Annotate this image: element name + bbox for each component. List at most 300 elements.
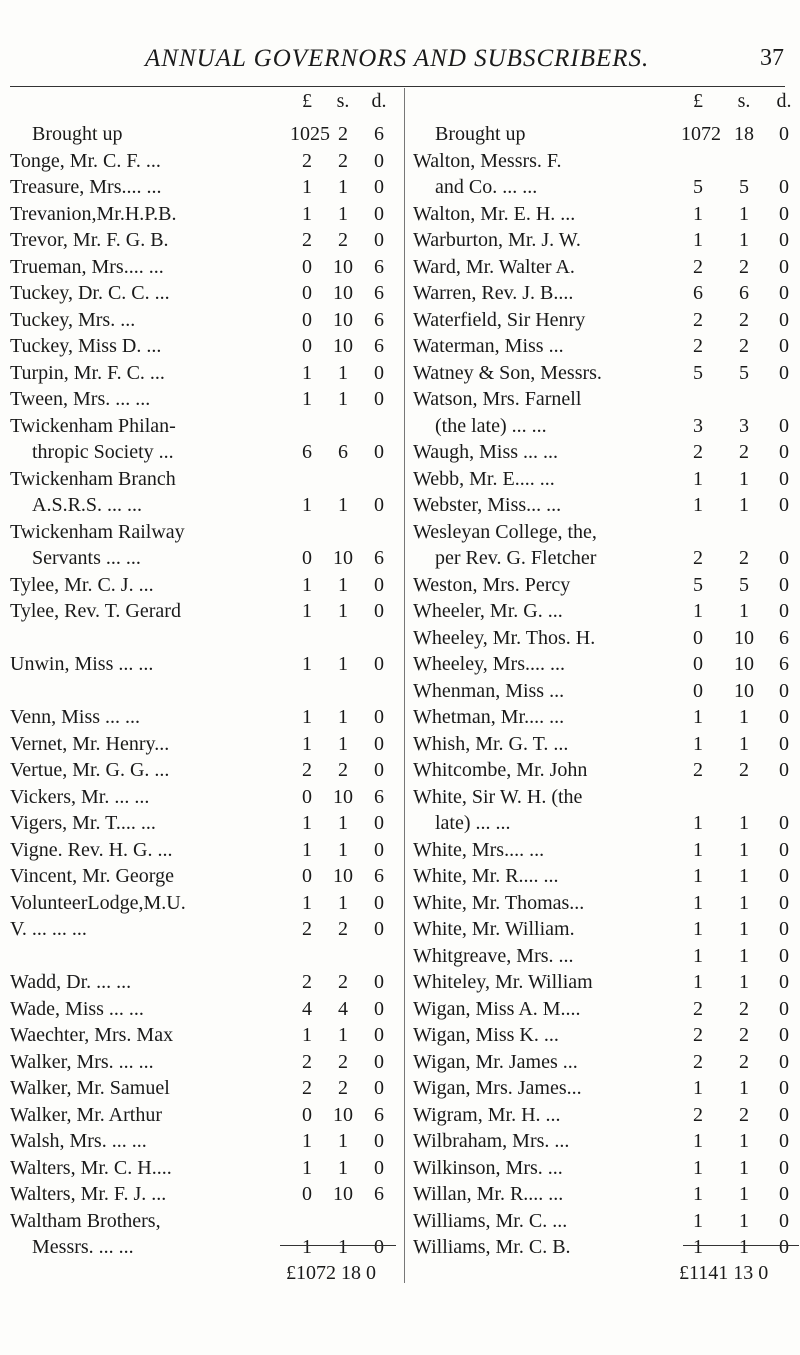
entry-pence: 0 — [374, 653, 384, 675]
entry-name: Trueman, Mrs.... ... — [10, 255, 164, 278]
entry-row — [10, 650, 400, 678]
entry-name: Weston, Mrs. Percy — [413, 573, 571, 596]
entry-shillings: 2 — [338, 1050, 348, 1073]
entry-pounds: 0 — [693, 653, 703, 675]
entry-pence: 0 — [779, 467, 789, 490]
entry-name: White, Mr. William. — [413, 918, 575, 940]
entry-name: Waterman, Miss ... — [413, 335, 564, 357]
entry-name: Webb, Mr. E.... ... — [413, 467, 555, 490]
entry-name: Turpin, Mr. F. C. ... — [10, 361, 165, 384]
entry-pounds: 1 — [302, 1130, 312, 1152]
entry-pounds: 1 — [302, 812, 312, 834]
entry-pence: 6 — [374, 785, 384, 808]
entry-pence: 0 — [779, 202, 789, 225]
entry-name: Wilbraham, Mrs. ... — [413, 1130, 570, 1152]
entry-pence: 0 — [779, 335, 789, 357]
entry-name: Walker, Mr. Arthur — [10, 1103, 163, 1126]
pence-head: d. — [371, 90, 387, 112]
page-number: 37 — [760, 45, 784, 71]
entry-pounds: 1 — [693, 944, 703, 967]
entry-pence: 0 — [779, 971, 789, 993]
entry-pence: 0 — [374, 202, 384, 225]
entry-pounds: 1 — [302, 653, 312, 675]
entry-pence: 0 — [779, 1183, 789, 1205]
entry-pence: 0 — [374, 812, 384, 834]
entry-name: Ward, Mr. Walter A. — [413, 255, 575, 278]
entry-shillings: 1 — [739, 600, 749, 622]
entry-pounds: 1 — [693, 812, 703, 834]
entry-pounds: 2 — [693, 1050, 703, 1073]
entry-pence: 0 — [374, 229, 384, 251]
entry-pence: 0 — [779, 176, 789, 198]
entry-row — [413, 491, 800, 519]
entry-name: per Rev. G. Fletcher — [435, 547, 597, 569]
entry-shillings: 1 — [338, 1156, 348, 1179]
entry-pounds: 1 — [302, 494, 312, 516]
entry-pounds: 1 — [302, 1156, 312, 1179]
entry-name: and Co. ... ... — [435, 176, 538, 198]
entry-row — [413, 1127, 800, 1155]
entry-pounds: 0 — [302, 865, 312, 887]
entry-shillings: 10 — [333, 865, 353, 887]
entry-shillings: 1 — [338, 361, 348, 384]
entry-name: Brought up — [435, 123, 526, 145]
entry-shillings: 1 — [338, 388, 348, 410]
entry-shillings: 1 — [739, 706, 749, 728]
entry-shillings: 1 — [739, 944, 749, 967]
entry-name: Walton, Messrs. F. — [413, 149, 562, 172]
entry-pounds: 1072 — [681, 123, 721, 145]
entry-row — [10, 385, 400, 413]
entry-row — [10, 571, 400, 599]
entry-pounds: 0 — [302, 255, 312, 278]
entry-pence: 0 — [779, 494, 789, 516]
entry-name: Williams, Mr. C. ... — [413, 1209, 568, 1232]
entry-pence: 0 — [374, 971, 384, 993]
entry-pounds: 1 — [302, 361, 312, 384]
entry-shillings: 1 — [338, 1130, 348, 1152]
entry-row — [413, 1101, 800, 1129]
entry-shillings: 1 — [739, 1130, 749, 1152]
entry-row — [413, 1154, 800, 1182]
entry-pounds: 1 — [693, 229, 703, 251]
entry-row — [10, 544, 400, 572]
entry-pence: 0 — [374, 1077, 384, 1099]
entry-pence: 0 — [374, 388, 384, 410]
entry-pence: 0 — [374, 759, 384, 781]
entry-row — [413, 677, 800, 705]
entry-pounds: 1 — [302, 1236, 312, 1258]
entry-shillings: 2 — [338, 1077, 348, 1099]
entry-pounds: 1 — [693, 865, 703, 887]
entry-name: Wigan, Mrs. James... — [413, 1077, 582, 1099]
entry-pence: 0 — [374, 1050, 384, 1073]
entry-pence: 0 — [779, 1077, 789, 1099]
entry-pence: 6 — [374, 308, 384, 331]
entry-row — [10, 332, 400, 360]
entry-shillings: 10 — [333, 255, 353, 278]
entry-name: Walton, Mr. E. H. ... — [413, 202, 576, 225]
entry-row — [413, 120, 800, 148]
entry-row — [10, 1233, 400, 1261]
entry-row — [413, 253, 800, 281]
entry-pounds: 2 — [302, 149, 312, 172]
entry-row — [10, 1180, 400, 1208]
entry-pence: 0 — [779, 255, 789, 278]
entry-row — [413, 147, 800, 175]
entry-name: Vincent, Mr. George — [10, 865, 174, 887]
entry-shillings: 10 — [734, 653, 754, 675]
entry-row — [413, 200, 800, 228]
entry-name: Tylee, Mr. C. J. ... — [10, 573, 154, 596]
entry-pounds: 2 — [302, 759, 312, 781]
entry-pence: 0 — [779, 918, 789, 940]
entry-shillings: 10 — [734, 626, 754, 649]
entry-pounds: 0 — [302, 1103, 312, 1126]
entry-name: Twickenham Branch — [10, 467, 176, 490]
entry-pence: 0 — [779, 997, 789, 1020]
entry-name: Venn, Miss ... ... — [10, 706, 141, 728]
entry-pounds: 1 — [693, 1130, 703, 1152]
entry-name: late) ... ... — [435, 812, 511, 834]
entry-pence: 0 — [374, 1156, 384, 1179]
entry-pence: 0 — [374, 732, 384, 755]
entry-pounds: 1 — [302, 600, 312, 622]
entry-pounds: 2 — [693, 335, 703, 357]
entry-pence: 0 — [779, 123, 789, 145]
entry-row — [10, 1127, 400, 1155]
entry-pounds: 1 — [302, 706, 312, 728]
entry-row — [10, 200, 400, 228]
entry-name: Unwin, Miss ... ... — [10, 653, 154, 675]
entry-pounds: 2 — [302, 918, 312, 940]
entry-pounds: 1 — [693, 706, 703, 728]
entry-row — [413, 438, 800, 466]
pounds-head: £ — [693, 90, 703, 112]
entry-pence: 0 — [779, 547, 789, 569]
entry-name: Walters, Mr. F. J. ... — [10, 1183, 167, 1205]
entry-shillings: 2 — [739, 997, 749, 1020]
entry-pounds: 2 — [302, 971, 312, 993]
entry-pounds: 0 — [302, 335, 312, 357]
entry-name: White, Mr. R.... ... — [413, 865, 559, 887]
entry-shillings: 18 — [734, 123, 754, 145]
entry-pounds: 1 — [302, 573, 312, 596]
entry-row — [10, 597, 400, 625]
right-total-rule — [683, 1245, 799, 1246]
entry-row — [413, 783, 800, 811]
entry-row — [10, 703, 400, 731]
entry-shillings: 1 — [739, 229, 749, 251]
entry-row — [413, 836, 800, 864]
entry-name: Vickers, Mr. ... ... — [10, 785, 150, 808]
entry-pounds: 1 — [693, 494, 703, 516]
entry-row — [413, 571, 800, 599]
entry-row — [413, 809, 800, 837]
entry-pence: 0 — [374, 441, 384, 463]
entry-pence: 6 — [779, 653, 789, 675]
entry-row — [10, 968, 400, 996]
entry-name: (the late) ... ... — [435, 414, 547, 437]
entry-name: Whitgreave, Mrs. ... — [413, 944, 574, 967]
entry-pounds: 1 — [693, 918, 703, 940]
entry-name: Servants ... ... — [32, 547, 141, 569]
entry-pence: 0 — [779, 732, 789, 755]
entry-name: Wheeler, Mr. G. ... — [413, 600, 563, 622]
entry-pence: 0 — [374, 176, 384, 198]
entry-name: Walker, Mr. Samuel — [10, 1077, 170, 1099]
entry-pence: 0 — [779, 282, 789, 304]
entry-name: Wilkinson, Mrs. ... — [413, 1156, 563, 1179]
header-rule — [10, 86, 785, 87]
entry-shillings: 1 — [338, 600, 348, 622]
entry-pounds: 1 — [693, 1236, 703, 1258]
entry-pounds: 1 — [302, 838, 312, 861]
left-total-rule — [280, 1245, 396, 1246]
entry-shillings: 1 — [338, 1236, 348, 1258]
pounds-head: £ — [302, 90, 312, 112]
entry-pence: 0 — [779, 361, 789, 384]
entry-pence: 0 — [779, 679, 789, 702]
entry-row — [413, 1048, 800, 1076]
entry-name: VolunteerLodge,M.U. — [10, 891, 186, 914]
entry-shillings: 5 — [739, 176, 749, 198]
entry-shillings: 2 — [739, 759, 749, 781]
entry-name: Wigan, Miss K. ... — [413, 1024, 559, 1046]
entry-shillings: 6 — [739, 282, 749, 304]
entry-pounds: 4 — [302, 997, 312, 1020]
entry-row — [10, 1021, 400, 1049]
entry-name: Tuckey, Miss D. ... — [10, 335, 162, 357]
entry-shillings: 1 — [739, 918, 749, 940]
entry-shillings: 10 — [333, 547, 353, 569]
entry-pence: 0 — [779, 573, 789, 596]
left-column-heads — [10, 90, 400, 120]
entry-name: Tween, Mrs. ... ... — [10, 388, 151, 410]
entry-shillings: 3 — [739, 414, 749, 437]
entry-name: Brought up — [32, 123, 123, 145]
entry-pounds: 1 — [302, 891, 312, 914]
entry-pounds: 1 — [693, 600, 703, 622]
entry-name: Williams, Mr. C. B. — [413, 1236, 571, 1258]
entry-row — [10, 279, 400, 307]
entry-row — [10, 862, 400, 890]
entry-shillings: 2 — [338, 971, 348, 993]
entry-shillings: 10 — [333, 1103, 353, 1126]
entry-shillings: 1 — [739, 1183, 749, 1205]
entry-pounds: 1 — [693, 838, 703, 861]
entry-name: White, Mr. Thomas... — [413, 891, 585, 914]
entry-shillings: 2 — [739, 441, 749, 463]
entry-pence: 0 — [374, 891, 384, 914]
entry-pence: 6 — [374, 1183, 384, 1205]
entry-pence: 0 — [374, 1024, 384, 1046]
entry-shillings: 2 — [739, 547, 749, 569]
entry-row — [413, 279, 800, 307]
entry-pounds: 0 — [693, 626, 703, 649]
entry-shillings: 5 — [739, 361, 749, 384]
entry-name: Waterfield, Sir Henry — [413, 308, 586, 331]
entry-pence: 0 — [779, 838, 789, 861]
entry-shillings: 2 — [338, 123, 348, 145]
entry-pence: 0 — [374, 918, 384, 940]
entry-pence: 6 — [374, 865, 384, 887]
entry-row — [413, 942, 800, 970]
entry-pounds: 1 — [693, 1077, 703, 1099]
entry-row — [10, 783, 400, 811]
entry-pounds: 0 — [302, 1183, 312, 1205]
entry-pounds: 3 — [693, 414, 703, 437]
entry-name: Twickenham Railway — [10, 520, 185, 543]
entry-row — [413, 756, 800, 784]
entry-shillings: 2 — [338, 229, 348, 251]
entry-pounds: 0 — [302, 547, 312, 569]
entry-pence: 0 — [779, 706, 789, 728]
entry-row — [413, 1207, 800, 1235]
right-column — [413, 90, 800, 1284]
entry-row — [413, 995, 800, 1023]
entry-row — [10, 889, 400, 917]
entry-name: Vigers, Mr. T.... ... — [10, 812, 156, 834]
entry-row — [10, 1207, 400, 1235]
entry-shillings: 2 — [739, 1103, 749, 1126]
entry-shillings: 1 — [739, 467, 749, 490]
entry-name: Waltham Brothers, — [10, 1209, 161, 1232]
entry-pounds: 1 — [302, 388, 312, 410]
entry-name: White, Sir W. H. (the — [413, 785, 583, 808]
entry-row — [413, 597, 800, 625]
entry-pence: 0 — [779, 759, 789, 781]
entry-pounds: 5 — [693, 176, 703, 198]
entry-shillings: 1 — [338, 176, 348, 198]
entry-pounds: 1 — [693, 1183, 703, 1205]
entry-pence: 0 — [374, 706, 384, 728]
entry-name: Wheeley, Mr. Thos. H. — [413, 626, 596, 649]
entry-pounds: 1 — [693, 1209, 703, 1232]
entry-row — [413, 1074, 800, 1102]
running-title: ANNUAL GOVERNORS AND SUBSCRIBERS. — [145, 45, 650, 72]
entry-pounds: 0 — [302, 785, 312, 808]
entry-shillings: 1 — [739, 202, 749, 225]
entry-pounds: 0 — [693, 679, 703, 702]
entry-name: Watney & Son, Messrs. — [413, 361, 602, 384]
left-column — [10, 90, 400, 1284]
entry-pounds: 1 — [693, 467, 703, 490]
entry-row — [413, 518, 800, 546]
entry-shillings: 1 — [739, 494, 749, 516]
entry-name: Warburton, Mr. J. W. — [413, 229, 581, 251]
entry-shillings: 1 — [338, 573, 348, 596]
entry-pounds: 2 — [302, 1050, 312, 1073]
entry-pounds: 1 — [693, 1156, 703, 1179]
entry-pence: 0 — [779, 865, 789, 887]
entry-pence: 0 — [779, 891, 789, 914]
entry-pence: 0 — [374, 361, 384, 384]
entry-pounds: 2 — [693, 997, 703, 1020]
entry-pounds: 5 — [693, 361, 703, 384]
entry-name: Webster, Miss... ... — [413, 494, 562, 516]
entry-pence: 0 — [374, 573, 384, 596]
entry-pounds: 1025 — [290, 123, 330, 145]
entry-row — [10, 915, 400, 943]
entry-row — [10, 173, 400, 201]
entry-shillings: 6 — [338, 441, 348, 463]
entry-name: Whiteley, Mr. William — [413, 971, 593, 993]
entry-pence: 6 — [374, 1103, 384, 1126]
entry-pence: 0 — [374, 997, 384, 1020]
entry-shillings: 10 — [333, 1183, 353, 1205]
left-total: £1072 18 0 — [286, 1262, 376, 1284]
entry-shillings: 2 — [739, 308, 749, 331]
entry-name: Vigne. Rev. H. G. ... — [10, 838, 173, 861]
entry-pence: 6 — [374, 335, 384, 357]
entry-name: Warren, Rev. J. B.... — [413, 282, 574, 304]
entry-row — [413, 624, 800, 652]
entry-name: Vernet, Mr. Henry... — [10, 732, 170, 755]
column-divider — [404, 88, 405, 1283]
entry-row — [10, 147, 400, 175]
entry-shillings: 10 — [333, 335, 353, 357]
entry-pence: 6 — [374, 123, 384, 145]
entry-shillings: 1 — [739, 971, 749, 993]
entry-pence: 0 — [779, 414, 789, 437]
entry-name: Walters, Mr. C. H.... — [10, 1156, 172, 1179]
entry-name: Wesleyan College, the, — [413, 520, 597, 543]
entry-pounds: 1 — [693, 971, 703, 993]
entry-pence: 6 — [779, 626, 789, 649]
entry-pence: 0 — [779, 441, 789, 463]
entry-shillings: 1 — [338, 732, 348, 755]
entry-name: thropic Society ... — [32, 441, 174, 463]
entry-name: A.S.R.S. ... ... — [32, 494, 143, 516]
entry-shillings: 2 — [739, 1050, 749, 1073]
entry-shillings: 1 — [739, 1077, 749, 1099]
entry-pence: 0 — [779, 600, 789, 622]
entry-name: Wigram, Mr. H. ... — [413, 1103, 561, 1126]
entry-shillings: 1 — [338, 812, 348, 834]
entry-pence: 0 — [779, 1156, 789, 1179]
entry-row — [413, 703, 800, 731]
entry-row — [10, 438, 400, 466]
entry-row — [413, 226, 800, 254]
entry-shillings: 10 — [333, 785, 353, 808]
entry-row — [413, 332, 800, 360]
entry-pounds: 2 — [693, 547, 703, 569]
entry-row — [10, 1101, 400, 1129]
entry-shillings: 2 — [739, 335, 749, 357]
entry-name: Waugh, Miss ... ... — [413, 441, 559, 463]
entry-shillings: 2 — [739, 255, 749, 278]
entry-pence: 0 — [374, 494, 384, 516]
entry-row — [413, 385, 800, 413]
entry-name: Tuckey, Dr. C. C. ... — [10, 282, 170, 304]
entry-row — [413, 544, 800, 572]
entry-pence: 0 — [374, 838, 384, 861]
entry-pounds: 1 — [302, 1024, 312, 1046]
entry-row — [10, 995, 400, 1023]
entry-pounds: 2 — [693, 441, 703, 463]
entry-row — [10, 253, 400, 281]
entry-pounds: 0 — [302, 282, 312, 304]
entry-shillings: 4 — [338, 997, 348, 1020]
entry-name: Wigan, Miss A. M.... — [413, 997, 581, 1020]
shillings-head: s. — [737, 90, 751, 112]
entry-shillings: 10 — [333, 282, 353, 304]
entry-row — [413, 1233, 800, 1261]
entry-pounds: 2 — [693, 255, 703, 278]
entry-pence: 0 — [779, 944, 789, 967]
entry-pounds: 5 — [693, 573, 703, 596]
